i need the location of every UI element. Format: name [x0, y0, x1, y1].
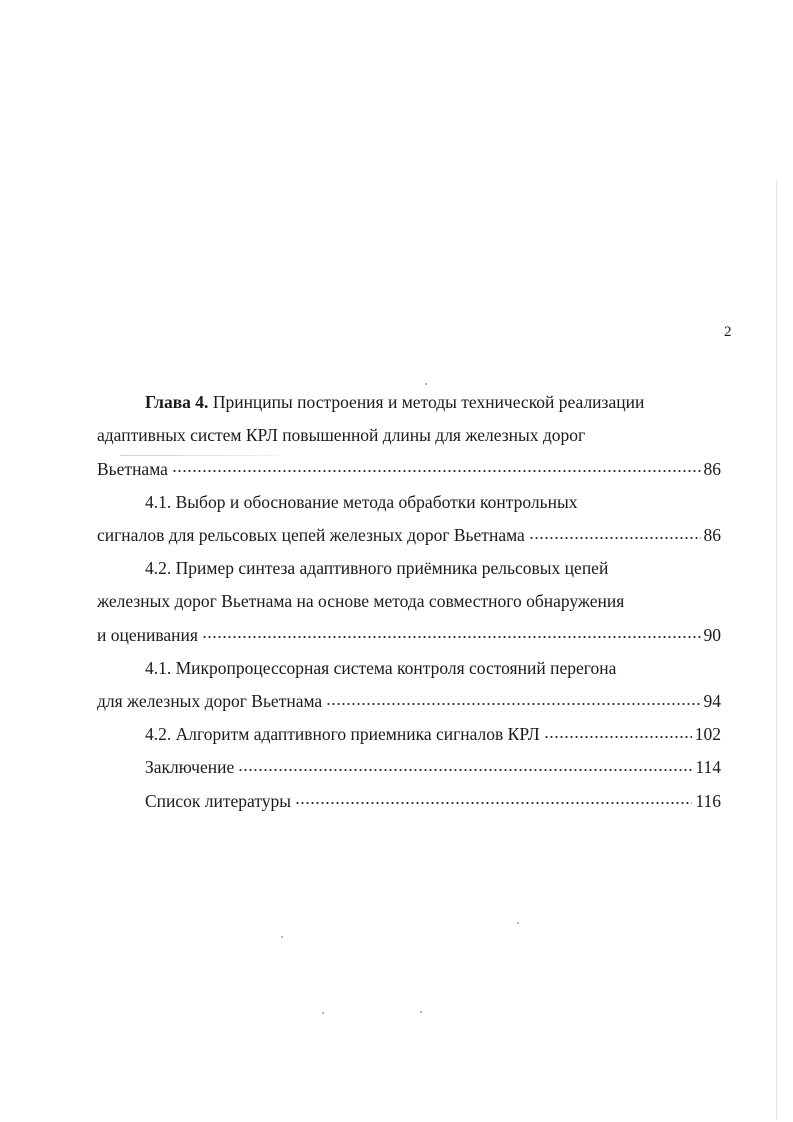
toc-entry-text: 4.2. Алгоритм адаптивного приемника сигналов КРЛ	[145, 724, 540, 745]
table-of-contents	[97, 389, 721, 820]
toc-entry-text: Список литературы	[145, 790, 292, 811]
toc-entry-text: 4.1. Выбор и обоснование метода обработки контрольных	[145, 491, 578, 512]
toc-page-ref: 102	[694, 724, 721, 745]
scan-speck	[425, 383, 427, 385]
dot-leader	[326, 689, 700, 708]
page-number: 2	[724, 324, 732, 340]
toc-entry-line	[97, 754, 721, 787]
toc-page-ref: 90	[703, 624, 721, 645]
toc-entry-line	[97, 588, 721, 621]
toc-page-ref: 86	[703, 458, 721, 479]
toc-chapter-line-1	[97, 389, 721, 422]
toc-chapter-label: Глава 4.	[145, 392, 209, 412]
toc-chapter-text	[145, 389, 644, 415]
toc-entry-line	[97, 489, 721, 522]
dot-leader	[544, 722, 692, 741]
toc-entry-line	[97, 688, 721, 721]
toc-page-ref: 86	[703, 525, 721, 545]
toc-page-ref: 114	[695, 757, 721, 778]
scan-speck	[517, 922, 519, 924]
toc-entry-text: 4.1. Микропроцессорная система контроля состояний перегона	[145, 657, 617, 678]
scan-speck	[322, 1012, 324, 1014]
toc-entry-line	[97, 655, 721, 688]
toc-entry-text: 4.2. Пример синтеза адаптивного приёмника рельсовых цепей	[145, 557, 609, 578]
dot-leader	[238, 755, 692, 774]
toc-chapter-line-2	[97, 422, 721, 455]
toc-entry-line	[97, 787, 721, 820]
toc-chapter-title-part-1: Принципы построения и методы технической реализации	[208, 392, 645, 412]
toc-chapter-title-part-2: адаптивных систем КРЛ повышенной длины для железных дорог	[97, 425, 586, 446]
toc-entry-text: сигналов для рельсовых цепей железных дорог Вьетнама	[97, 525, 525, 545]
toc-entry-line	[97, 555, 721, 588]
toc-page-ref: 116	[695, 790, 721, 811]
dot-leader	[529, 523, 701, 542]
toc-entry-text: для железных дорог Вьетнама	[97, 690, 323, 711]
toc-page-ref: 94	[703, 690, 721, 711]
scan-edge-artifact	[776, 180, 777, 1120]
toc-entry-text: и оценивания	[97, 624, 198, 645]
toc-entry-line	[97, 621, 721, 654]
toc-entry-text: Заключение	[145, 757, 235, 778]
scan-speck	[420, 1011, 422, 1013]
toc-entry-line	[97, 721, 721, 754]
scan-speck	[281, 936, 283, 938]
toc-entry-text: железных дорог Вьетнама на основе метода совместного обнаружения	[97, 591, 625, 612]
toc-chapter-line-3	[97, 455, 721, 488]
toc-entry-line	[97, 522, 721, 555]
dot-leader	[295, 788, 692, 807]
dot-leader	[202, 622, 701, 641]
dot-leader	[172, 456, 701, 475]
toc-chapter-title-part-3: Вьетнама	[97, 458, 168, 479]
